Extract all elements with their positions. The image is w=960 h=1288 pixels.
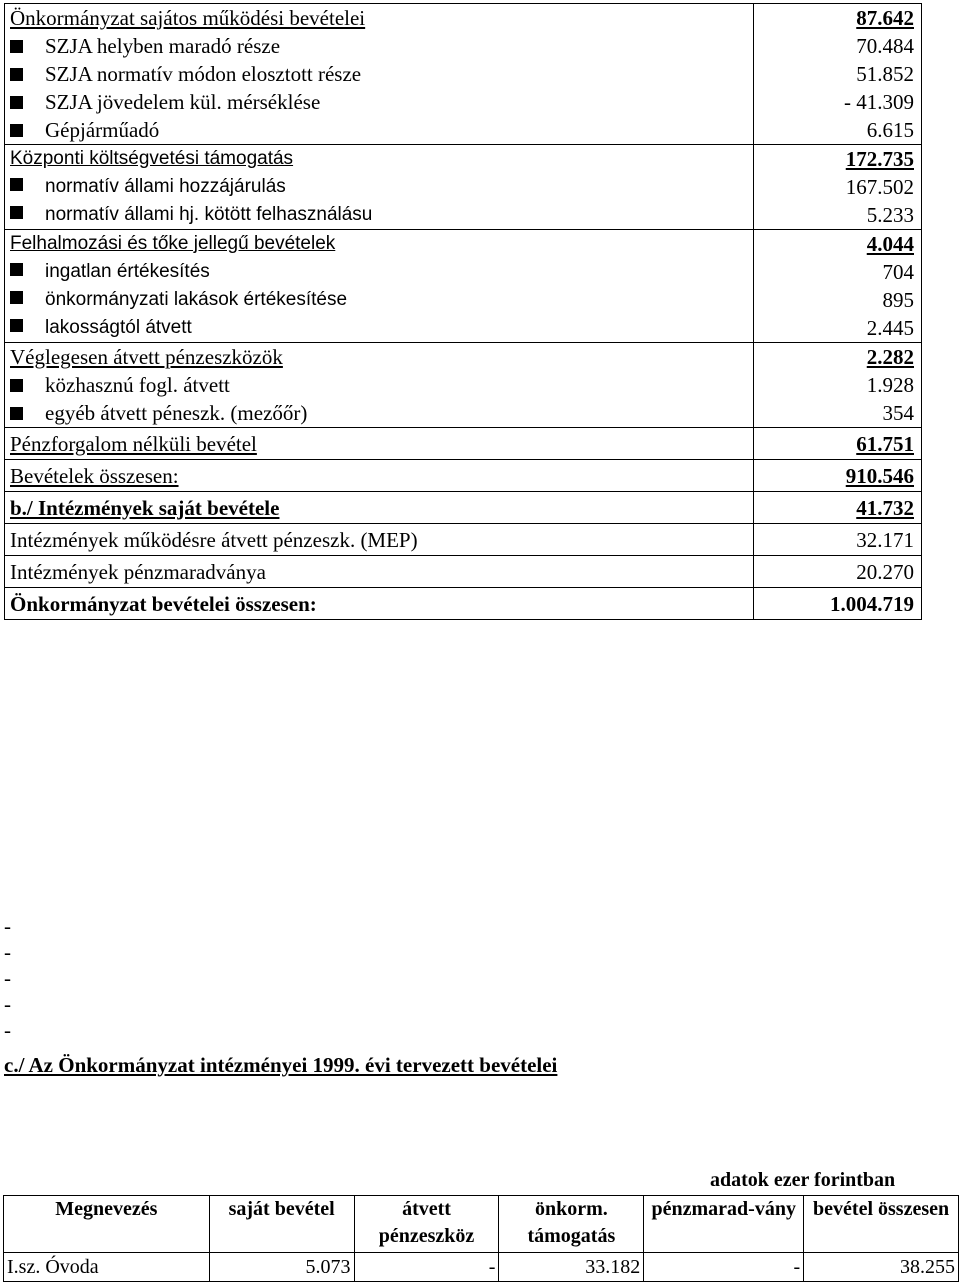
- item-value: 6.615: [866, 118, 914, 142]
- item-value: 1.928: [866, 373, 914, 397]
- column-header: átvett pénzeszköz: [354, 1196, 499, 1253]
- list-item: SZJA jövedelem kül. mérséklése: [5, 88, 753, 116]
- column-header: önkorm. támogatás: [499, 1196, 644, 1253]
- summary-value: 41.732: [856, 495, 914, 520]
- square-bullet-icon: [10, 206, 23, 219]
- table-row: [4, 1253, 959, 1282]
- table-cell: I.sz. Óvoda: [4, 1253, 210, 1282]
- summary-value: 20.270: [856, 559, 914, 584]
- list-item: SZJA helyben maradó része: [5, 32, 753, 60]
- column-header: pénzmarad-vány: [644, 1196, 804, 1253]
- summary-row: Pénzforgalom nélküli bevétel: [5, 428, 753, 460]
- section-header: [5, 343, 753, 371]
- labels-column: [5, 4, 754, 620]
- summary-row: Intézmények működésre átvett pénzeszk. (MEP): [5, 524, 753, 556]
- section-title: Önkormányzat sajátos működési bevételei: [10, 6, 366, 30]
- item-value: 51.852: [856, 62, 914, 86]
- table-cell: -: [644, 1253, 804, 1282]
- table-cell: 38.255: [804, 1253, 959, 1282]
- list-item: lakosságtól átvett: [5, 314, 753, 342]
- unit-note: adatok ezer forintban: [710, 1169, 896, 1191]
- table-cell: 33.182: [499, 1253, 644, 1282]
- square-bullet-icon: [10, 124, 23, 137]
- summary-row: Bevételek összesen:: [5, 460, 753, 492]
- item-value: 2.445: [866, 316, 914, 340]
- section-central-support: [5, 145, 753, 230]
- square-bullet-icon: [10, 319, 23, 332]
- square-bullet-icon: [10, 178, 23, 191]
- square-bullet-icon: [10, 407, 23, 420]
- item-value: - 41.309: [844, 90, 914, 114]
- section-capital-revenue: [5, 230, 753, 343]
- column-header: bevétel összesen: [804, 1196, 959, 1253]
- summary-row: Intézmények pénzmaradványa: [5, 556, 753, 588]
- table-cell: -: [354, 1253, 499, 1282]
- values-column: [754, 4, 922, 620]
- section-c-title: c./ Az Önkormányzat intézményei 1999. évi tervezett bevételei: [4, 1053, 558, 1077]
- summary-row: Önkormányzat bevételei összesen:: [10, 591, 317, 616]
- section-value: 87.642: [856, 6, 914, 30]
- list-item: ingatlan értékesítés: [5, 258, 753, 286]
- section-own-revenue: [5, 4, 753, 145]
- section-value: 2.282: [866, 345, 914, 369]
- item-value: 354: [882, 401, 914, 425]
- section-title: Véglegesen átvett pénzeszközök: [10, 345, 283, 369]
- institutions-table: [3, 1195, 959, 1282]
- item-value: 70.484: [856, 34, 914, 58]
- section-header: [5, 230, 753, 258]
- list-item: Gépjárműadó: [5, 116, 753, 144]
- summary-value: 32.171: [856, 527, 914, 552]
- dash-line: -: [4, 940, 11, 964]
- dash-line: -: [4, 992, 11, 1016]
- square-bullet-icon: [10, 68, 23, 81]
- section-header: [5, 4, 753, 32]
- section-header: [5, 145, 753, 173]
- section-title: Központi költségvetési támogatás: [10, 148, 294, 169]
- section-title: Felhalmozási és tőke jellegű bevételek: [10, 233, 336, 254]
- list-item: önkormányzati lakások értékesítése: [5, 286, 753, 314]
- item-value: 167.502: [845, 175, 914, 199]
- summary-value: 910.546: [845, 463, 914, 488]
- dash-list: [4, 913, 11, 1043]
- item-value: 704: [882, 260, 914, 284]
- list-item: egyéb átvett péneszk. (mezőőr): [5, 399, 753, 427]
- section-value: 4.044: [866, 232, 914, 256]
- dash-line: -: [4, 966, 11, 990]
- list-item: SZJA normatív módon elosztott része: [5, 60, 753, 88]
- summary-value: 61.751: [856, 431, 914, 456]
- section-value: 172.735: [845, 147, 914, 171]
- square-bullet-icon: [10, 40, 23, 53]
- column-header: Megnevezés: [4, 1196, 210, 1253]
- dash-line: -: [4, 1018, 11, 1042]
- square-bullet-icon: [10, 379, 23, 392]
- square-bullet-icon: [10, 263, 23, 276]
- dash-line: -: [4, 914, 11, 938]
- list-item: normatív állami hj. kötött felhasználásu: [5, 201, 753, 229]
- list-item: normatív állami hozzájárulás: [5, 173, 753, 201]
- table-cell: 5.073: [209, 1253, 354, 1282]
- square-bullet-icon: [10, 96, 23, 109]
- table-header-row: [4, 1196, 959, 1253]
- section-transferred-funds: [5, 343, 753, 428]
- summary-row: b./ Intézmények saját bevétele: [5, 492, 753, 524]
- list-item: közhasznú fogl. átvett: [5, 371, 753, 399]
- summary-value: 1.004.719: [830, 591, 914, 616]
- square-bullet-icon: [10, 291, 23, 304]
- item-value: 5.233: [866, 203, 914, 227]
- column-header: saját bevétel: [209, 1196, 354, 1253]
- item-value: 895: [882, 288, 914, 312]
- revenue-table: [4, 3, 922, 620]
